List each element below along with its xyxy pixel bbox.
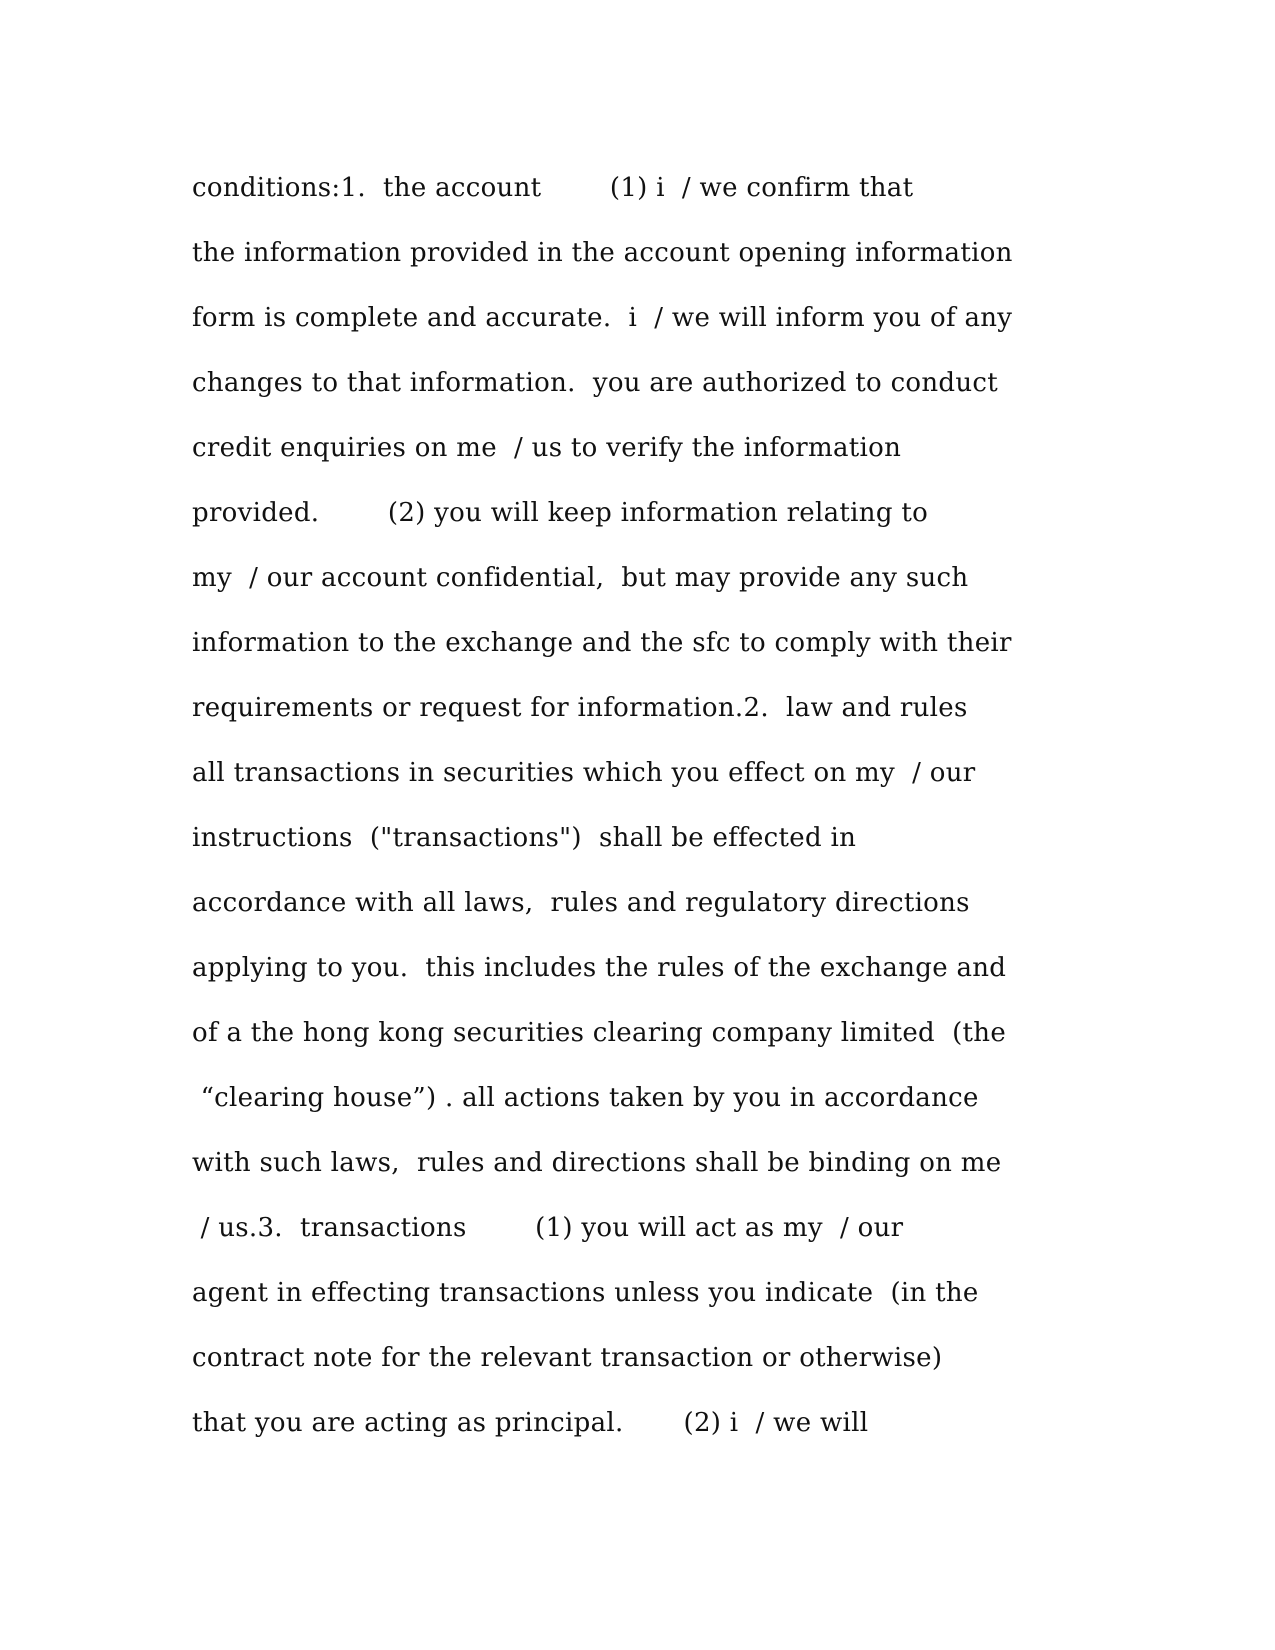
text-line: credit enquiries on me / us to verify the information: [192, 433, 902, 463]
text-line: accordance with all laws, rules and regulatory directions: [192, 888, 970, 918]
text-line: my / our account confidential, but may provide any such: [192, 563, 969, 593]
text-line: instructions ("transactions") shall be effected in: [192, 823, 857, 853]
document-body: [192, 163, 1092, 1463]
text-line: all transactions in securities which you effect on my / our: [192, 758, 976, 788]
text-line: contract note for the relevant transaction or otherwise): [192, 1343, 943, 1373]
text-line: of a the hong kong securities clearing company limited (the: [192, 1018, 1007, 1048]
text-line: with such laws, rules and directions shall be binding on me: [192, 1148, 1002, 1178]
text-line: information to the exchange and the sfc to comply with their: [192, 628, 1012, 658]
text-line: changes to that information. you are authorized to conduct: [192, 368, 999, 398]
text-line: conditions:1. the account (1) i / we confirm that: [192, 173, 914, 203]
text-line: that you are acting as principal. (2) i / we will: [192, 1408, 869, 1438]
text-line: provided. (2) you will keep information relating to: [192, 498, 929, 528]
text-line: / us.3. transactions (1) you will act as my / our: [192, 1213, 904, 1243]
text-line: applying to you. this includes the rules of the exchange and: [192, 953, 1007, 983]
text-line: form is complete and accurate. i / we will inform you of any: [192, 303, 1013, 333]
text-line: “clearing house”) . all actions taken by you in accordance: [192, 1083, 979, 1113]
text-line: agent in effecting transactions unless you indicate (in the: [192, 1278, 979, 1308]
text-line: requirements or request for information.2. law and rules: [192, 693, 968, 723]
text-line: the information provided in the account opening information: [192, 238, 1013, 268]
